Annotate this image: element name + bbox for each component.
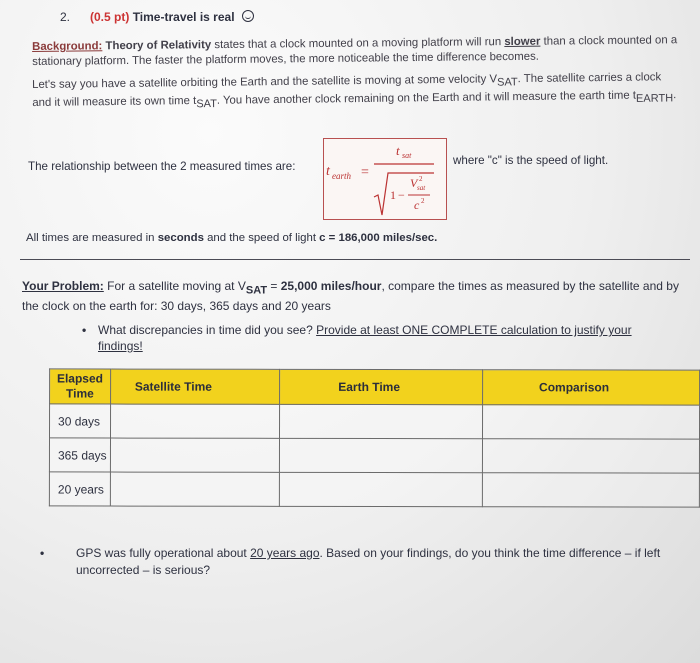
header-comparison: Comparison bbox=[483, 370, 700, 405]
smiley-icon bbox=[242, 10, 254, 22]
table-header-row bbox=[50, 369, 700, 405]
formula-minus: − bbox=[398, 188, 405, 202]
formula-lhs-sub: earth bbox=[332, 171, 351, 181]
earth-time-cell[interactable] bbox=[280, 472, 483, 506]
bullet2-underlined: 20 years ago bbox=[250, 546, 320, 560]
speed-of-light-note: where "c" is the speed of light. bbox=[453, 154, 609, 167]
relationship-label: The relationship between the 2 measured times are: bbox=[28, 160, 296, 173]
background-slower: slower bbox=[504, 35, 541, 49]
scenario-sub-sat-2: SAT bbox=[196, 98, 217, 111]
background-text-2: than a clock mounted on a stationary platform. The faster the platform moves, the more noticeable the time difference becomes. bbox=[32, 34, 678, 68]
problem-label: Your Problem: bbox=[22, 279, 104, 293]
bullet1-text: What discrepancies in time did you see? bbox=[98, 323, 317, 337]
header-satellite-time: Satellite Time bbox=[110, 369, 279, 404]
table-row bbox=[49, 438, 699, 473]
formula-v-sup: 2 bbox=[419, 175, 423, 183]
units-text-1: All times are measured in bbox=[26, 232, 158, 244]
problem-text-1: For a satellite moving at V bbox=[103, 279, 246, 293]
formula-v-sub: sat bbox=[417, 184, 426, 192]
problem-sub: SAT bbox=[245, 284, 268, 297]
problem-text-2: , compare the times as measured by the satellite and by the clock on the earth for: 30 days, 365 days and 20 years bbox=[22, 279, 679, 314]
formula-c-sup: 2 bbox=[421, 197, 425, 205]
scenario-text-4: . bbox=[673, 89, 677, 102]
units-note bbox=[26, 232, 437, 244]
bullet-icon: • bbox=[40, 546, 45, 560]
question-title bbox=[90, 10, 254, 24]
scenario-paragraph bbox=[32, 70, 682, 115]
scenario-sub-sat: SAT bbox=[497, 76, 518, 89]
time-comparison-table bbox=[49, 368, 700, 507]
formula-lhs: t bbox=[326, 164, 330, 179]
formula-numerator-sub: sat bbox=[402, 151, 412, 160]
formula-v: V bbox=[410, 176, 418, 190]
question-number: 2. bbox=[60, 10, 71, 24]
satellite-time-cell[interactable] bbox=[110, 404, 279, 438]
formula-c: c bbox=[414, 198, 420, 212]
comparison-cell[interactable] bbox=[482, 405, 699, 439]
bullet2-text-1: GPS was fully operational about bbox=[76, 546, 251, 560]
units-seconds: seconds bbox=[157, 232, 204, 244]
question-title-text: Time-travel is real bbox=[132, 10, 235, 24]
satellite-time-cell[interactable] bbox=[110, 438, 279, 472]
problem-speed: 25,000 miles/hour bbox=[280, 279, 382, 293]
bullet1-underlined: Provide at least ONE COMPLETE calculation to justify your findings! bbox=[98, 323, 632, 353]
background-text-1: states that a clock mounted on a moving platform will run bbox=[211, 36, 505, 52]
header-elapsed-time: Elapsed Time bbox=[50, 369, 111, 404]
row-label-30-days: 30 days bbox=[49, 404, 110, 438]
satellite-time-cell[interactable] bbox=[110, 472, 279, 506]
units-speed: c = 186,000 miles/sec. bbox=[319, 232, 438, 244]
formula-box bbox=[323, 138, 447, 220]
scenario-text-2: . The satellite carries a clock and it will measure its own time t bbox=[32, 71, 662, 110]
row-label-20-years: 20 years bbox=[49, 472, 110, 506]
comparison-cell[interactable] bbox=[482, 473, 699, 507]
scenario-text-1: Let's say you have a satellite orbiting the Earth and the satellite is moving at some velocity V bbox=[32, 73, 498, 91]
bullet2-text-2: . Based on your findings, do you think the time difference – if left uncorrected – is serious? bbox=[76, 546, 661, 577]
table-row bbox=[49, 404, 699, 439]
scenario-text-3: . You have another clock remaining on the Earth and it will measure the earth time t bbox=[216, 89, 637, 108]
table-row bbox=[49, 472, 699, 507]
comparison-cell[interactable] bbox=[482, 439, 699, 473]
row-label-365-days: 365 days bbox=[49, 438, 110, 472]
section-divider bbox=[20, 259, 690, 260]
background-label: Background: bbox=[32, 40, 103, 53]
bullet-icon: • bbox=[82, 323, 87, 337]
background-paragraph bbox=[32, 33, 682, 70]
problem-statement bbox=[22, 278, 692, 314]
earth-time-cell[interactable] bbox=[280, 438, 483, 472]
scenario-sub-earth: EARTH bbox=[635, 92, 674, 106]
background-lead: Theory of Relativity bbox=[105, 39, 212, 53]
formula-numerator: t bbox=[396, 143, 400, 158]
header-earth-time: Earth Time bbox=[280, 369, 483, 404]
formula-equals: = bbox=[361, 165, 369, 180]
question-points: (0.5 pt) bbox=[90, 10, 130, 24]
time-dilation-formula bbox=[324, 139, 446, 219]
earth-time-cell[interactable] bbox=[280, 404, 483, 438]
units-text-2: and the speed of light bbox=[203, 232, 320, 244]
formula-one: 1 bbox=[390, 188, 396, 202]
problem-eq: = bbox=[267, 279, 281, 293]
